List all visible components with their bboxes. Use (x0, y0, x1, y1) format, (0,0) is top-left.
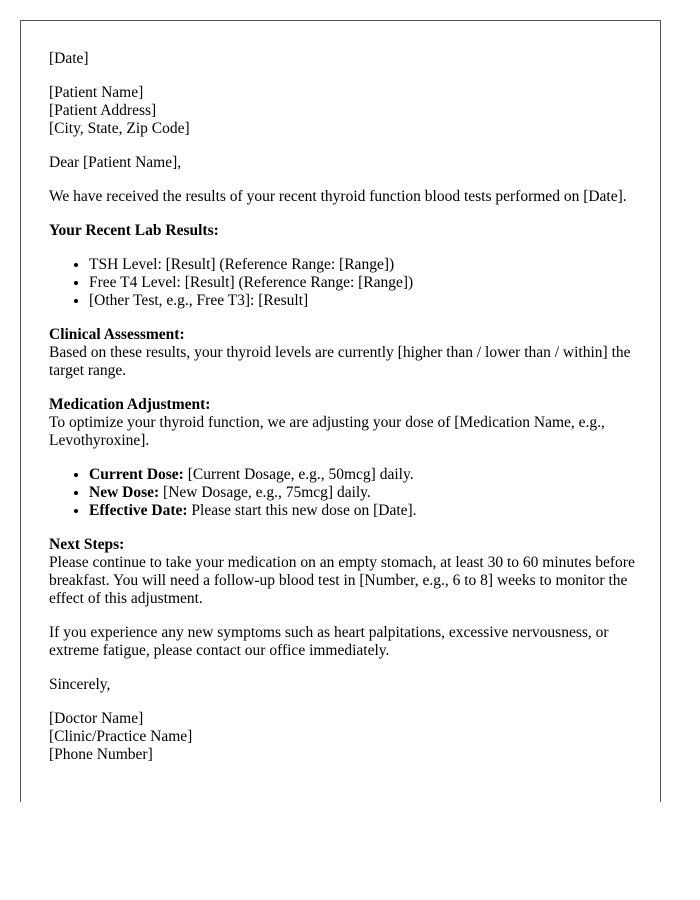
next-steps-text: Please continue to take your medication on an empty stomach, at least 30 to 60 minutes before breakfast. You will need a follow-up blood test in [Number, e.g., 6 to 8] weeks to monitor the effect of this adjustment. (49, 554, 635, 607)
patient-city-state-zip: [City, State, Zip Code] (49, 120, 190, 137)
medication-heading: Medication Adjustment: (49, 396, 211, 413)
lab-result-item: • Free T4 Level: [Result] (Reference Range: [Range]) (89, 274, 639, 292)
letter-content (49, 50, 639, 780)
dose-value: [New Dosage, e.g., 75mcg] daily. (163, 484, 371, 501)
signature-block (49, 710, 639, 764)
letter-date: [Date] (49, 50, 89, 67)
lab-results-heading: Your Recent Lab Results: (49, 222, 219, 239)
salutation: Dear [Patient Name], (49, 154, 182, 171)
patient-address: [Patient Address] (49, 102, 157, 119)
dose-list (49, 466, 639, 520)
lab-results-list (49, 256, 639, 310)
next-steps-section (49, 536, 639, 608)
doctor-name: [Doctor Name] (49, 710, 144, 727)
dose-value: Please start this new dose on [Date]. (191, 502, 417, 519)
dose-item-new (89, 484, 639, 502)
medication-text: To optimize your thyroid function, we are adjusting your dose of [Medication Name, e.g., Levothyroxine]. (49, 414, 605, 449)
dose-label: Effective Date: (89, 502, 188, 519)
lab-result-item: • TSH Level: [Result] (Reference Range: [Range]) (89, 256, 639, 274)
assessment-text: Based on these results, your thyroid levels are currently [higher than / lower than / within] the target range. (49, 344, 631, 379)
patient-address-block (49, 84, 639, 138)
clinic-name: [Clinic/Practice Name] (49, 728, 193, 745)
dose-value: [Current Dosage, e.g., 50mcg] daily. (187, 466, 414, 483)
phone-number: [Phone Number] (49, 746, 153, 763)
next-steps-heading: Next Steps: (49, 536, 125, 553)
dose-item-effective-date (89, 502, 639, 520)
symptoms-note: If you experience any new symptoms such as heart palpitations, excessive nervousness, or extreme fatigue, please contact our office immediately. (49, 624, 609, 659)
letter-page (20, 20, 661, 802)
medication-section (49, 396, 639, 450)
patient-name: [Patient Name] (49, 84, 144, 101)
dose-item-current (89, 466, 639, 484)
dose-label: New Dose: (89, 484, 160, 501)
dose-label: Current Dose: (89, 466, 184, 483)
assessment-section (49, 326, 639, 380)
assessment-heading: Clinical Assessment: (49, 326, 185, 343)
closing: Sincerely, (49, 676, 111, 693)
intro-paragraph: We have received the results of your recent thyroid function blood tests performed on [Date]. (49, 188, 627, 205)
lab-result-item: • [Other Test, e.g., Free T3]: [Result] (89, 292, 639, 310)
